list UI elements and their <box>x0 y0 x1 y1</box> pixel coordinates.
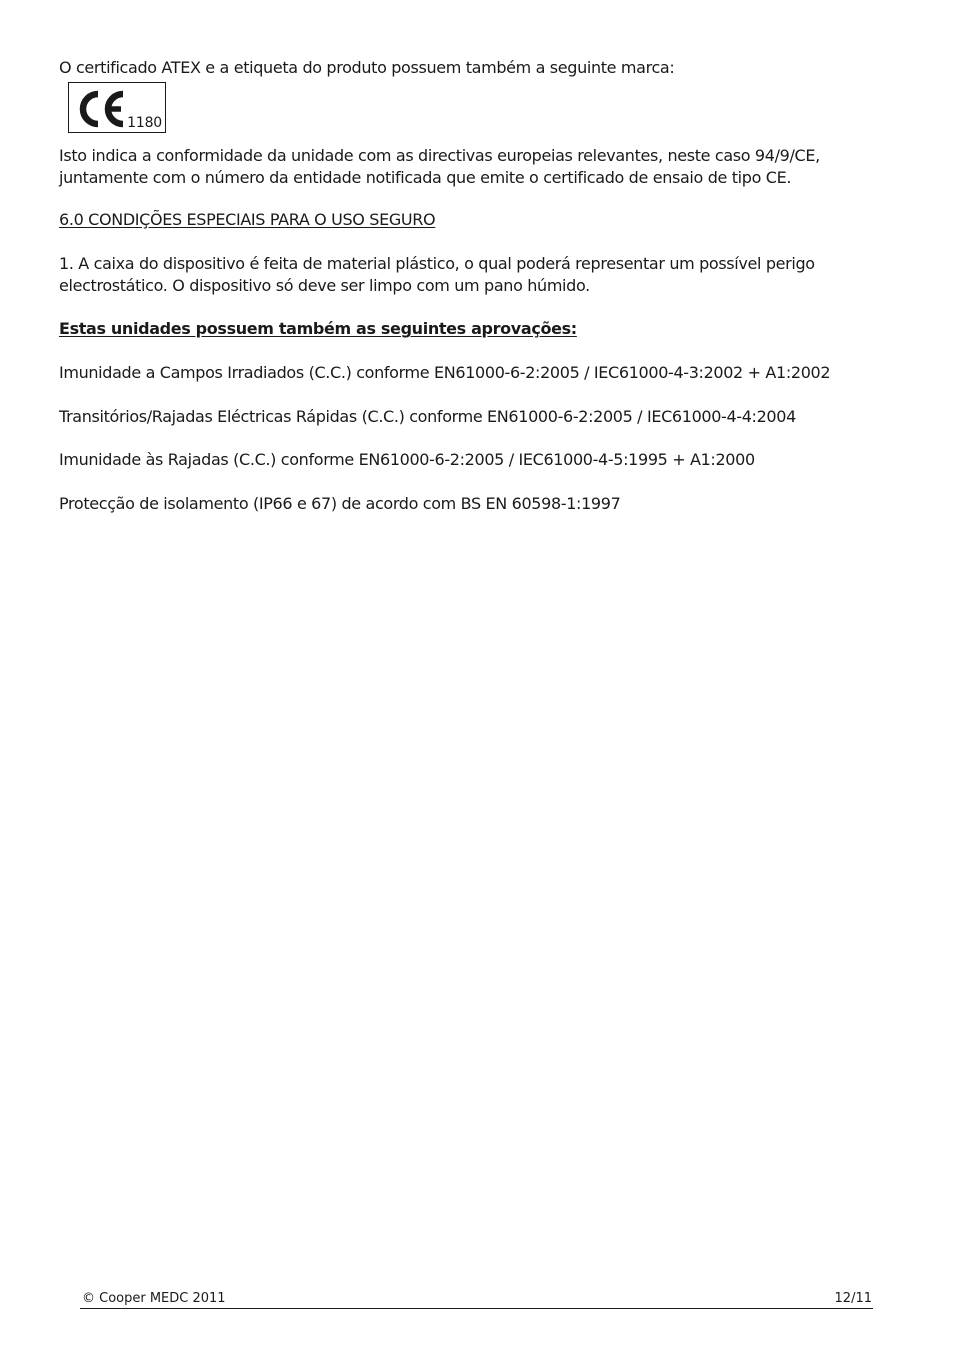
approval-item: Transitórios/Rajadas Eléctricas Rápidas (C.C.) conforme EN61000-6-2:2005 / IEC61000-4-4:2004 <box>59 407 796 426</box>
conformity-paragraph: Isto indica a conformidade da unidade com as directivas europeias relevantes, neste caso 94/9/CE, juntamente com o número da entidade notificada que emite o certificado de ensaio de tipo CE. <box>59 146 820 187</box>
approval-item: Imunidade às Rajadas (C.C.) conforme EN61000-6-2:2005 / IEC61000-4-5:1995 + A1:2000 <box>59 450 755 469</box>
approval-item: Protecção de isolamento (IP66 e 67) de acordo com BS EN 60598-1:1997 <box>59 494 621 513</box>
approval-item: Imunidade a Campos Irradiados (C.C.) conforme EN61000-6-2:2005 / IEC61000-4-3:2002 + A1:2002 <box>59 363 831 382</box>
ce-mark-icon <box>75 88 127 130</box>
safe-use-item-1: 1. A caixa do dispositivo é feita de material plástico, o qual poderá representar um possível perigo electrostático. O dispositivo só deve ser limpo com um pano húmido. <box>59 254 815 295</box>
ce-mark-box <box>68 82 166 133</box>
footer-page-number: 12/11 <box>834 1291 872 1306</box>
approvals-heading: Estas unidades possuem também as seguintes aprovações: <box>59 319 577 338</box>
section-heading: 6.0 CONDIÇÕES ESPECIAIS PARA O USO SEGURO <box>59 210 436 229</box>
notified-body-number: 1180 <box>127 115 162 131</box>
footer-divider <box>80 1308 873 1309</box>
intro-paragraph: O certificado ATEX e a etiqueta do produto possuem também a seguinte marca: <box>59 58 675 77</box>
footer-copyright: © Cooper MEDC 2011 <box>82 1291 226 1306</box>
